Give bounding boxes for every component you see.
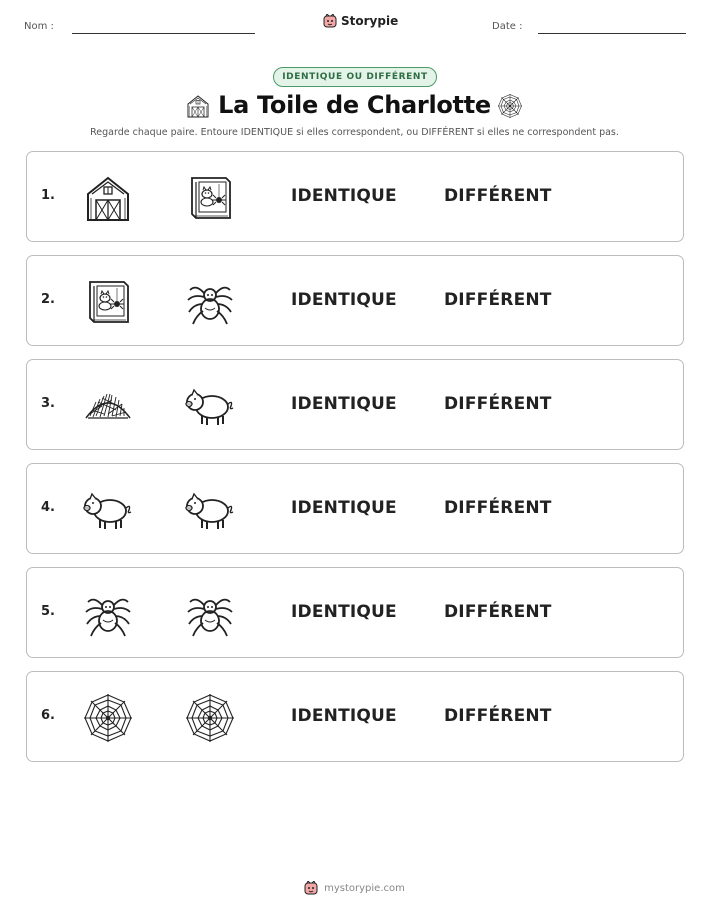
barn-icon: [82, 172, 134, 224]
pig-icon: [184, 484, 236, 536]
question-row: [26, 463, 684, 554]
storypie-logo-icon: [304, 881, 318, 895]
question-number: 1.: [41, 188, 55, 203]
different-option[interactable]: DIFFÉRENT: [444, 186, 552, 206]
different-option[interactable]: DIFFÉRENT: [444, 290, 552, 310]
different-option[interactable]: DIFFÉRENT: [444, 394, 552, 414]
name-label: Nom :: [24, 21, 54, 32]
date-label: Date :: [492, 21, 523, 32]
footer: [0, 881, 709, 895]
worksheet-type-badge: IDENTIQUE OU DIFFÉRENT: [273, 67, 437, 87]
question-row: [26, 359, 684, 450]
identique-option[interactable]: IDENTIQUE: [291, 602, 397, 622]
date-line[interactable]: [538, 33, 686, 34]
identique-option[interactable]: IDENTIQUE: [291, 394, 397, 414]
book-icon: [184, 172, 236, 224]
page-title: La Toile de Charlotte: [218, 91, 491, 119]
brand-name: Storypie: [341, 14, 399, 28]
question-number: 2.: [41, 292, 55, 307]
brand: [323, 14, 398, 28]
instructions: Regarde chaque paire. Entoure IDENTIQUE si elles correspondent, ou DIFFÉRENT si elles ne correspondent pas.: [90, 127, 619, 138]
different-option[interactable]: DIFFÉRENT: [444, 602, 552, 622]
question-row: [26, 151, 684, 242]
identique-option[interactable]: IDENTIQUE: [291, 186, 397, 206]
web-icon: [82, 692, 134, 744]
question-row: [26, 255, 684, 346]
question-row: [26, 671, 684, 762]
identique-option[interactable]: IDENTIQUE: [291, 498, 397, 518]
web-icon: [497, 93, 523, 119]
pig-icon: [82, 484, 134, 536]
spider-icon: [82, 588, 134, 640]
identique-option[interactable]: IDENTIQUE: [291, 290, 397, 310]
question-row: [26, 567, 684, 658]
question-number: 6.: [41, 708, 55, 723]
footer-url[interactable]: mystorypie.com: [324, 882, 405, 894]
identique-option[interactable]: IDENTIQUE: [291, 706, 397, 726]
hay-icon: [82, 380, 134, 432]
spider-icon: [184, 276, 236, 328]
name-line[interactable]: [72, 33, 255, 34]
spider-icon: [184, 588, 236, 640]
book-icon: [82, 276, 134, 328]
different-option[interactable]: DIFFÉRENT: [444, 498, 552, 518]
question-number: 5.: [41, 604, 55, 619]
storypie-logo-icon: [323, 14, 337, 28]
question-number: 4.: [41, 500, 55, 515]
question-number: 3.: [41, 396, 55, 411]
web-icon: [184, 692, 236, 744]
pig-icon: [184, 380, 236, 432]
different-option[interactable]: DIFFÉRENT: [444, 706, 552, 726]
